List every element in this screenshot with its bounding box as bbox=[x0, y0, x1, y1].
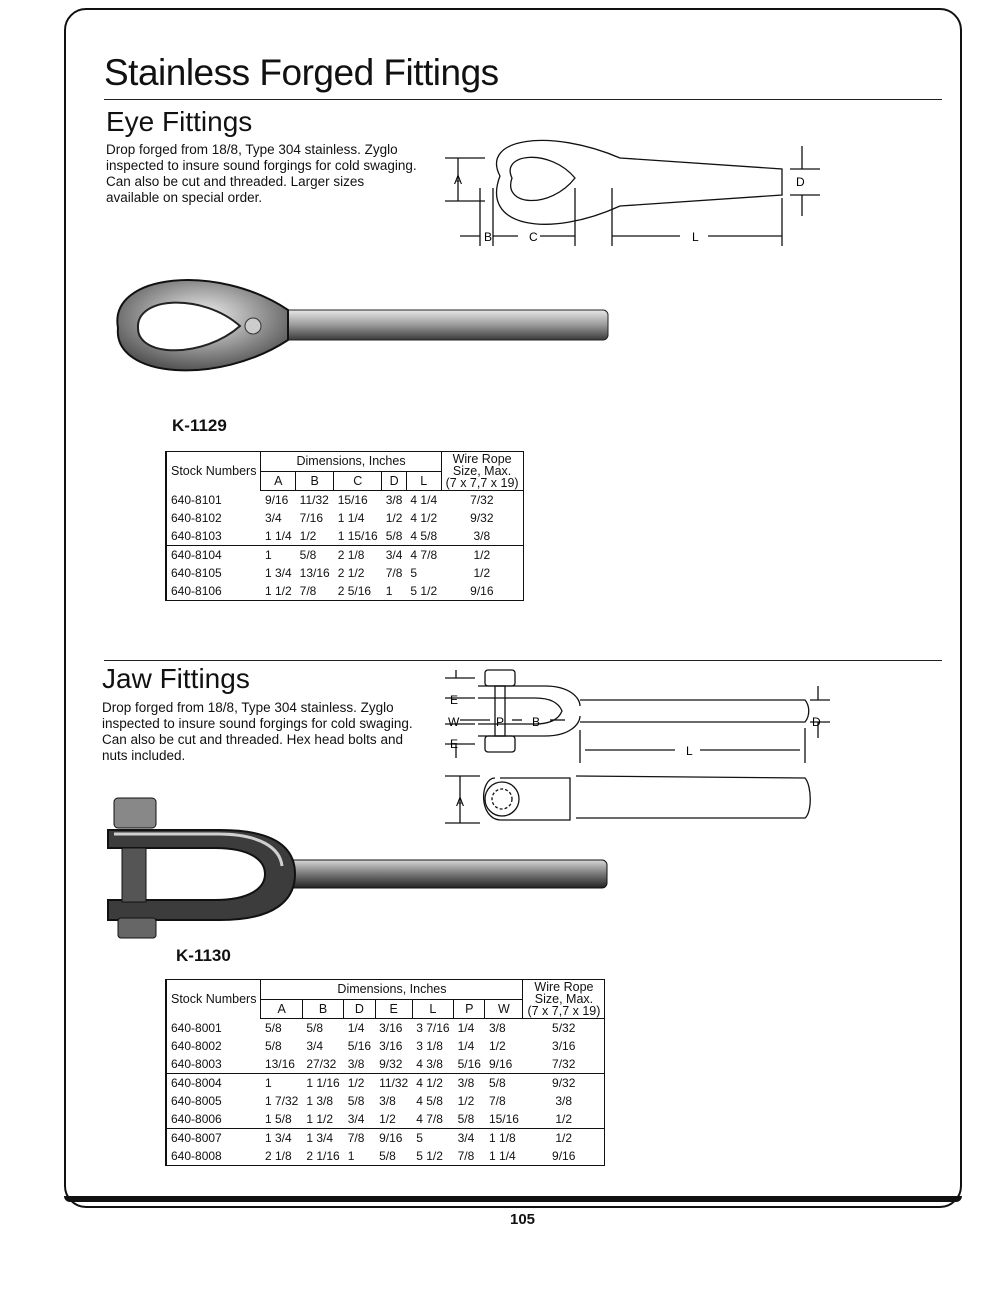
table-row: 640-8104 1 5/8 2 1/8 3/4 4 7/8 1/2 bbox=[166, 546, 523, 565]
jaw-dim-w: W bbox=[448, 715, 460, 729]
eye-col-c: C bbox=[334, 471, 382, 491]
page-frame-shadow bbox=[64, 1196, 962, 1202]
jaw-dim-e-top: E bbox=[450, 693, 459, 707]
jaw-col-e: E bbox=[375, 999, 412, 1019]
section-rule bbox=[104, 660, 942, 661]
eye-col-a: A bbox=[261, 471, 296, 491]
jaw-col-d: D bbox=[344, 999, 375, 1019]
page-number: 105 bbox=[510, 1211, 536, 1228]
eye-dim-c: C bbox=[529, 230, 538, 244]
table-row: 640-8101 9/16 11/32 15/16 3/8 4 1/4 7/32 bbox=[171, 492, 494, 507]
jaw-model-number: K-1130 bbox=[176, 946, 231, 965]
eye-dim-b: B bbox=[484, 230, 493, 244]
eye-wire-header: Wire Rope Size, Max. (7 x 7,7 x 19) bbox=[441, 452, 523, 491]
jaw-wire-header: Wire Rope Size, Max. (7 x 7,7 x 19) bbox=[523, 980, 605, 1019]
jaw-dim-e-bottom: E bbox=[450, 737, 459, 751]
jaw-col-a: A bbox=[261, 999, 302, 1019]
eye-col-l: L bbox=[406, 471, 441, 491]
eye-outline bbox=[497, 140, 782, 224]
jaw-col-p: P bbox=[454, 999, 485, 1019]
jaw-col-l: L bbox=[412, 999, 453, 1019]
table-row: 640-8103 1 1/4 1/2 1 15/16 5/8 4 5/8 3/8 bbox=[171, 529, 491, 543]
jaw-dims-header: Dimensions, Inches bbox=[261, 980, 523, 1000]
table-row: 640-8006 1 5/8 1 1/2 3/4 1/2 4 7/8 5/8 15/16 1/2 bbox=[171, 1112, 573, 1126]
eye-fitting-photo bbox=[108, 268, 613, 378]
jaw-section-title: Jaw Fittings bbox=[102, 663, 250, 694]
jaw-dim-b: B bbox=[532, 715, 541, 729]
eye-dim-d: D bbox=[796, 175, 805, 189]
jaw-fitting-photo bbox=[100, 790, 612, 940]
eye-dimension-diagram bbox=[440, 128, 840, 253]
eye-spec-table bbox=[165, 451, 524, 601]
table-row: 640-8008 2 1/8 2 1/16 1 5/8 5 1/2 7/8 1 1/4 9/16 bbox=[171, 1149, 576, 1163]
eye-dims-header: Dimensions, Inches bbox=[261, 452, 441, 472]
eye-inner-opening bbox=[510, 157, 575, 200]
eye-stock-header: Stock Numbers bbox=[166, 452, 261, 491]
page-title: Stainless Forged Fittings bbox=[104, 52, 499, 93]
eye-dim-a: A bbox=[454, 173, 463, 187]
table-row: 640-8004 1 1 1/16 1/2 11/32 4 1/2 3/8 5/8 9/32 bbox=[166, 1074, 605, 1093]
eye-description: Drop forged from 18/8, Type 304 stainless. Zyglo inspected to insure sound forgings for cold swaging. Can also be cut and threaded. Larger sizes available on special order. bbox=[106, 142, 417, 205]
eye-col-b: B bbox=[296, 471, 334, 491]
eye-section-title: Eye Fittings bbox=[106, 106, 253, 137]
table-row: 640-8105 1 3/4 13/16 2 1/2 7/8 5 1/2 bbox=[171, 566, 491, 580]
jaw-stock-header: Stock Numbers bbox=[166, 980, 261, 1019]
jaw-spec-table bbox=[165, 979, 605, 1166]
jaw-col-b: B bbox=[302, 999, 343, 1019]
table-row: 640-8002 5/8 3/4 5/16 3/16 3 1/8 1/4 1/2 3/16 bbox=[171, 1039, 576, 1053]
table-row: 640-8005 1 7/32 1 3/8 5/8 3/8 4 5/8 1/2 7/8 3/8 bbox=[171, 1094, 573, 1108]
table-row: 640-8102 3/4 7/16 1 1/4 1/2 4 1/2 9/32 bbox=[171, 511, 494, 525]
table-row: 640-8106 1 1/2 7/8 2 5/16 1 5 1/2 9/16 bbox=[171, 584, 494, 598]
eye-col-d: D bbox=[382, 471, 407, 491]
jaw-dim-p: P bbox=[496, 715, 505, 729]
jaw-dim-d: D bbox=[812, 715, 821, 729]
jaw-dim-l: L bbox=[686, 744, 693, 758]
eye-model-number: K-1129 bbox=[172, 416, 227, 435]
jaw-col-w: W bbox=[485, 999, 523, 1019]
table-row: 640-8003 13/16 27/32 3/8 9/32 4 3/8 5/16 9/16 7/32 bbox=[171, 1057, 576, 1071]
eye-dim-l: L bbox=[692, 230, 699, 244]
jaw-dim-a: A bbox=[456, 795, 465, 809]
table-row: 640-8001 5/8 5/8 1/4 3/16 3 7/16 1/4 3/8 5/32 bbox=[171, 1020, 576, 1035]
jaw-description: Drop forged from 18/8, Type 304 stainless. Zyglo inspected to insure sound forgings for cold swaging. Can also be cut and threaded. Hex head bolts and nuts included. bbox=[102, 700, 413, 763]
title-rule bbox=[104, 99, 942, 100]
table-row: 640-8007 1 3/4 1 3/4 7/8 9/16 5 3/4 1 1/8 1/2 bbox=[166, 1129, 605, 1148]
